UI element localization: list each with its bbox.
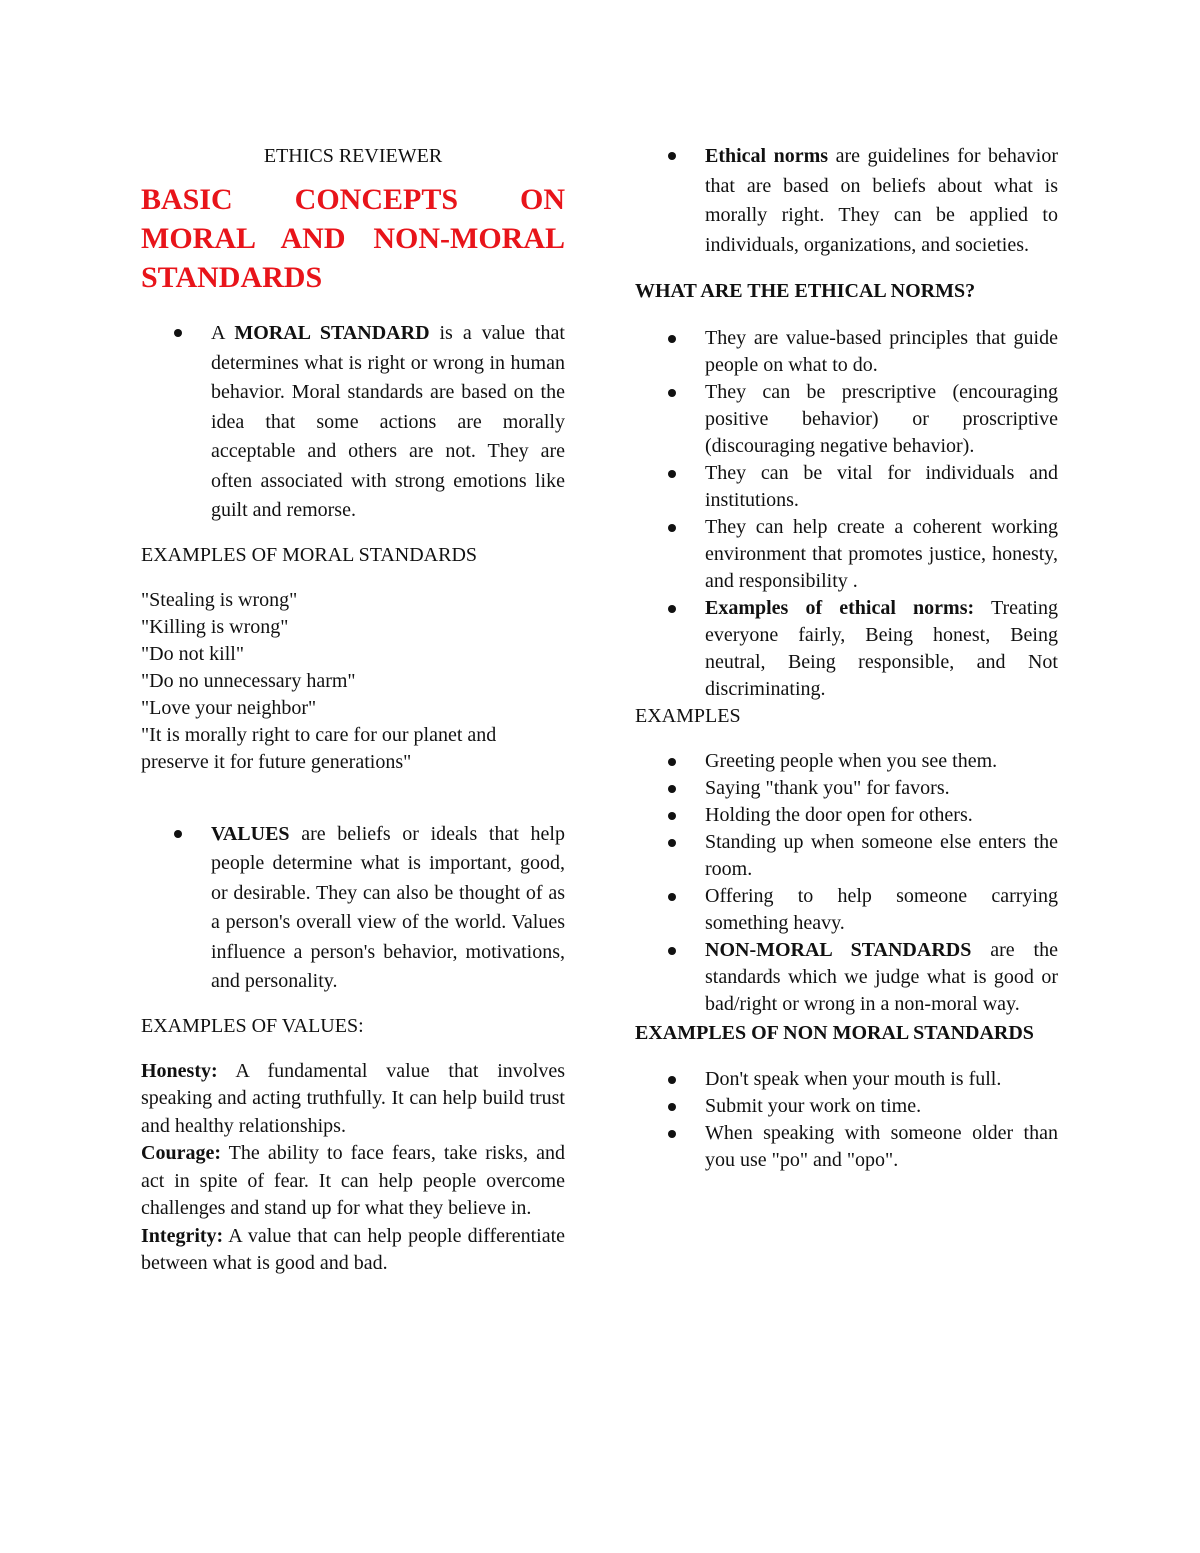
list-item: They are value-based principles that guide people on what to do.: [635, 325, 1058, 379]
list-item: Offering to help someone carrying something heavy.: [635, 883, 1058, 937]
moral-standard-list: [141, 319, 565, 526]
list-item: "Do no unnecessary harm": [141, 669, 356, 692]
what-are-norms-heading: WHAT ARE THE ETHICAL NORMS?: [635, 280, 976, 302]
list-item: "Stealing is wrong": [141, 588, 298, 611]
right-column: [635, 142, 1058, 1174]
bullet-icon: [668, 605, 676, 613]
norm-points-list: [635, 325, 1058, 703]
values-term: VALUES: [211, 822, 290, 845]
bullet-icon: [668, 1076, 676, 1084]
list-item: "Love your neighbor": [141, 696, 317, 719]
section-title: BASIC CONCEPTS ON MORAL AND NON-MORAL STANDARDS: [141, 183, 565, 294]
list-item: They can be vital for individuals and institutions.: [635, 460, 1058, 514]
list-item: Submit your work on time.: [635, 1093, 1058, 1120]
list-item: Saying "thank you" for favors.: [635, 775, 1058, 802]
list-item: NON-MORAL STANDARDS are the standards which we judge what is good or bad/right or wrong in a non-moral way.: [635, 937, 1058, 1018]
list-item: Ethical norms are guidelines for behavior that are based on beliefs about what is morally right. They can be applied to individuals, organizations, and societies.: [635, 142, 1058, 260]
examples-moral-heading: EXAMPLES OF MORAL STANDARDS: [141, 543, 478, 566]
examples-list: [635, 748, 1058, 1018]
examples-non-moral-list: [635, 1066, 1058, 1174]
list-item: Standing up when someone else enters the room.: [635, 829, 1058, 883]
list-item: They can help create a coherent working environment that promotes justice, honesty, and responsibility .: [635, 514, 1058, 595]
ethical-norms-list: [635, 142, 1058, 260]
value-integrity: Integrity: A value that can help people differentiate between what is good and bad.: [141, 1224, 565, 1274]
bullet-icon: [668, 785, 676, 793]
value-honesty: Honesty: A fundamental value that involves speaking and acting truthfully. It can help build trust and healthy relationships.: [141, 1059, 565, 1137]
examples-non-moral-heading: EXAMPLES OF NON MORAL STANDARDS: [635, 1022, 1034, 1044]
examples-moral-list: [141, 587, 565, 776]
document-title: ETHICS REVIEWER: [263, 145, 443, 167]
bullet-icon: [668, 839, 676, 847]
examples-heading: EXAMPLES: [635, 705, 741, 727]
list-item: Holding the door open for others.: [635, 802, 1058, 829]
left-column: [141, 142, 565, 1278]
bullet-icon: [668, 152, 676, 160]
bullet-icon: [668, 812, 676, 820]
example-values: [141, 1058, 565, 1278]
bullet-icon: [668, 389, 676, 397]
moral-standard-term: MORAL STANDARD: [234, 322, 430, 344]
values-list: [141, 820, 565, 997]
ethical-norms-term: Ethical norms: [705, 145, 829, 167]
list-item: VALUES are beliefs or ideals that help people determine what is important, good, or desirable. They can also be thought of as a person's overall view of the world. Values influence a person's behavior, motivations, and personality.: [141, 820, 565, 997]
list-item: "Killing is wrong": [141, 615, 289, 638]
list-item: They can be prescriptive (encouraging positive behavior) or proscriptive (discouraging negative behavior).: [635, 379, 1058, 460]
bullet-icon: [668, 758, 676, 766]
examples-values-heading: EXAMPLES OF VALUES:: [141, 1014, 364, 1037]
bullet-icon: [668, 470, 676, 478]
bullet-icon: [668, 1130, 676, 1138]
list-item: When speaking with someone older than you use "po" and "opo".: [635, 1120, 1058, 1174]
list-item: "It is morally right to care for our planet and preserve it for future generations": [141, 723, 497, 773]
bullet-icon: [668, 947, 676, 955]
bullet-icon: [174, 329, 182, 337]
list-item: "Do not kill": [141, 642, 244, 665]
bullet-icon: [668, 1103, 676, 1111]
bullet-icon: [668, 524, 676, 532]
list-item: Greeting people when you see them.: [635, 748, 1058, 775]
list-item: Examples of ethical norms: Treating everyone fairly, Being honest, Being neutral, Being responsible, and Not discriminating.: [635, 595, 1058, 703]
bullet-icon: [174, 830, 182, 838]
value-courage: Courage: The ability to face fears, take risks, and act in spite of fear. It can help people overcome challenges and stand up for what they believe in.: [141, 1142, 565, 1219]
bullet-icon: [668, 893, 676, 901]
list-item: A MORAL STANDARD is a value that determines what is right or wrong in human behavior. Moral standards are based on the idea that some actions are morally acceptable and others are not. They are often associated with strong emotions like guilt and remorse.: [141, 319, 565, 526]
bullet-icon: [668, 335, 676, 343]
list-item: Don't speak when your mouth is full.: [635, 1066, 1058, 1093]
